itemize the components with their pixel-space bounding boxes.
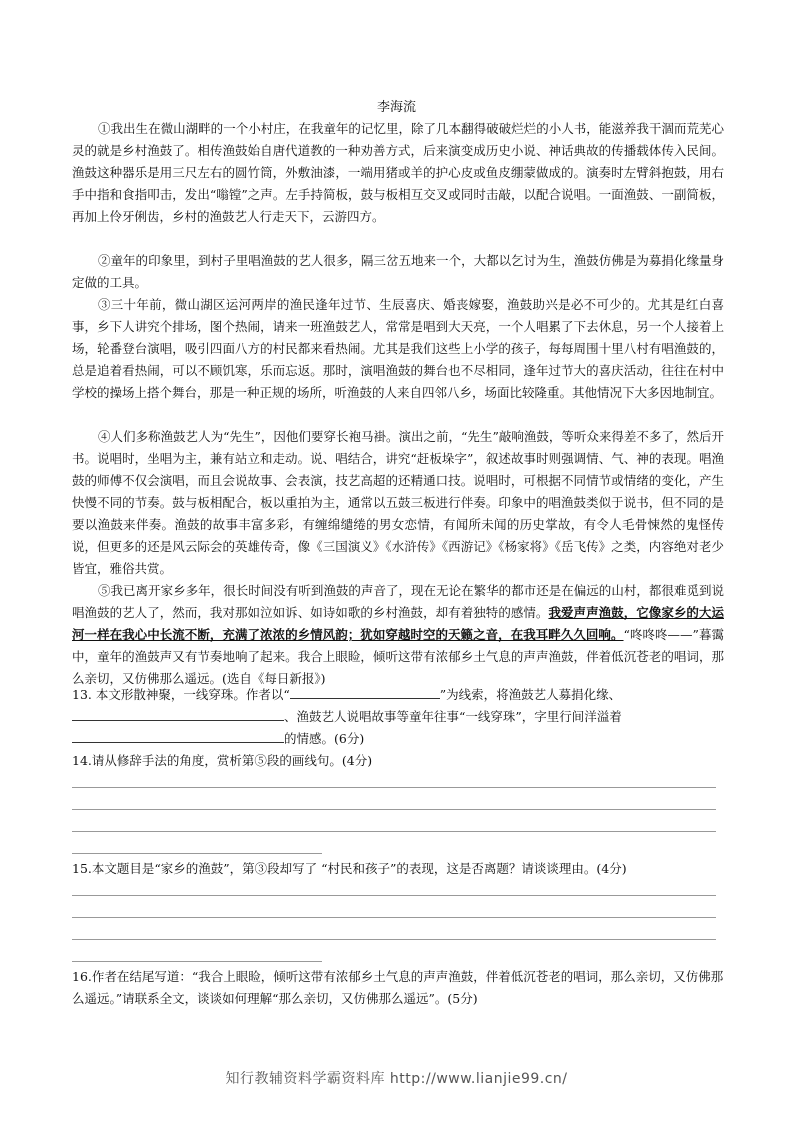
- answer-line[interactable]: [72, 917, 716, 918]
- question-14: 14.请从修辞手法的角度，赏析第⑤段的画线句。(4分): [72, 753, 373, 768]
- answer-blank-3[interactable]: [72, 728, 284, 743]
- footer-watermark: 知行教辅资料学霸资料库 http://www.lianjie99.cn/: [225, 1071, 568, 1087]
- paragraph-4: ④人们多称渔鼓艺人为“先生”，因他们要穿长袍马褂。演出之前，“先生”敲响渔鼓，等听众来得差不多了，然后开书。说唱时，坐唱为主，兼有站立和走动。说、唱结合，讲究“赶板垛字”，叙述故事时则强调情、气、神的表现。唱渔鼓的师傅不仅会演唱，而且会说故事、会表演，技艺高超的还精通口技。说唱时，可根据不同情节或情绪的变化，产生快慢不同的节奏。鼓与板相配合，板以重拍为主，通常以五鼓三板进行伴奏。印象中的唱渔鼓类似于说书，但不同的是要以渔鼓来伴奏。渔鼓的故事丰富多彩，有缠绵缱绻的男女恋情，有闻所未闻的历史掌故，有令人毛骨悚然的鬼怪传说，但更多的还是风云际会的英雄传奇，像《三国演义》《水浒传》《西游记》《杨家将》《岳飞传》之类，内容绝对老少皆宜，雅俗共赏。: [72, 429, 724, 576]
- answer-line[interactable]: [72, 831, 716, 832]
- question-13-part-c: 、渔鼓艺人说唱故事等童年往事“一线穿珠”，字里行间洋溢着: [284, 709, 622, 724]
- question-16: 16.作者在结尾写道：“我合上眼睑，倾听这带有浓郁乡土气息的声声渔鼓，伴着低沉苍老的唱词，那么亲切，又仿佛那么遥远。”请联系全文，谈谈如何理解“那么亲切，又仿佛那么遥远”。(5分): [72, 969, 724, 1006]
- answer-line[interactable]: [72, 787, 716, 788]
- answer-line[interactable]: [72, 895, 716, 896]
- paragraph-3: ③三十年前，微山湖区运河两岸的渔民逢年过节、生辰喜庆、婚丧嫁娶，渔鼓助兴是必不可少的。尤其是红白喜事，乡下人讲究个排场，图个热闹，请来一班渔鼓艺人，常常是唱到大天亮，一个人唱累了下去休息，另一个人接着上场，轮番登台演唱，吸引四面八方的村民都来看热闹。尤其是我们这些上小学的孩子，每每周围十里八村有唱渔鼓的，总是追着看热闹，可以不顾饥寒，乐而忘返。那时，演唱渔鼓的舞台也不尽相同，逢年过节大的喜庆活动，往往在村中学校的操场上搭个舞台，那是一种正规的场所，听渔鼓的人来自四邻八乡，场面比较隆重。其他情况下大多因地制宜。: [72, 297, 724, 400]
- question-13-part-b: ”为线索，将渔鼓艺人募捐化缘、: [439, 687, 622, 702]
- answer-blank-1[interactable]: [290, 684, 440, 699]
- author-name: 李海流: [376, 100, 416, 115]
- question-13-part-a: 13. 本文形散神聚，一线穿珠。作者以“: [72, 687, 290, 702]
- answer-line[interactable]: [72, 961, 322, 962]
- answer-line[interactable]: [72, 809, 716, 810]
- paragraph-5: [72, 580, 724, 690]
- question-13-part-d: 的情感。(6分): [284, 731, 365, 746]
- paragraph-5-text-end: “咚咚咚——”暮霭中，童年的渔鼓声又有节奏地响了起来。我合上眼睑，倾听这带有浓郁乡土气息的声声渔鼓，伴着低沉苍老的唱词，那么亲切，又仿佛那么遥远。(选自《每日新报》): [72, 627, 725, 686]
- answer-blank-2[interactable]: [72, 706, 284, 721]
- question-13: [72, 684, 724, 750]
- question-15: 15.本文题目是“家乡的渔鼓”，第③段却写了 “村民和孩子”的表现，这是否离题？请谈谈理由。(4分): [72, 861, 627, 876]
- paragraph-5-text-start: ⑤我已离开家乡多年，很长时间没有听到渔鼓的声音了，现在无论在繁华的都市还是在偏远的山村，都很难觅到说唱渔鼓的艺人了，然而，我对那如泣如诉、如诗如歌的乡村渔鼓，却有着独特的感情。: [72, 583, 724, 620]
- answer-line[interactable]: [72, 939, 716, 940]
- paragraph-1: ①我出生在微山湖畔的一个小村庄，在我童年的记忆里，除了几本翻得破破烂烂的小人书，能滋养我干涸而荒芜心灵的就是乡村渔鼓了。相传渔鼓始自唐代道教的一种劝善方式，后来演变成历史小说、神话典故的传播载体传入民间。渔鼓这种器乐是用三尺左右的圆竹筒，外敷油漆，一端用猪或羊的护心皮或鱼皮绷蒙做成的。演奏时左臂斜抱鼓，用右手中指和食指叩击，发出“嗡镗”之声。左手持简板，鼓与板相互交叉或同时击敲，以配合说唱。一面渔鼓、一副简板，再加上伶牙俐齿，乡村的渔鼓艺人行走天下，云游四方。: [72, 121, 724, 224]
- paragraph-2: ②童年的印象里，到村子里唱渔鼓的艺人很多，隔三岔五地来一个，大都以乞讨为生，渔鼓仿佛是为募捐化缘量身定做的工具。: [72, 253, 724, 290]
- answer-line[interactable]: [72, 853, 322, 854]
- underlined-sentence: 我爱声声渔鼓，它像家乡的大运河一样在我心中长流不断，充满了浓浓的乡情风韵；犹如穿越时空的天籁之音，在我耳畔久久回响。: [72, 605, 724, 642]
